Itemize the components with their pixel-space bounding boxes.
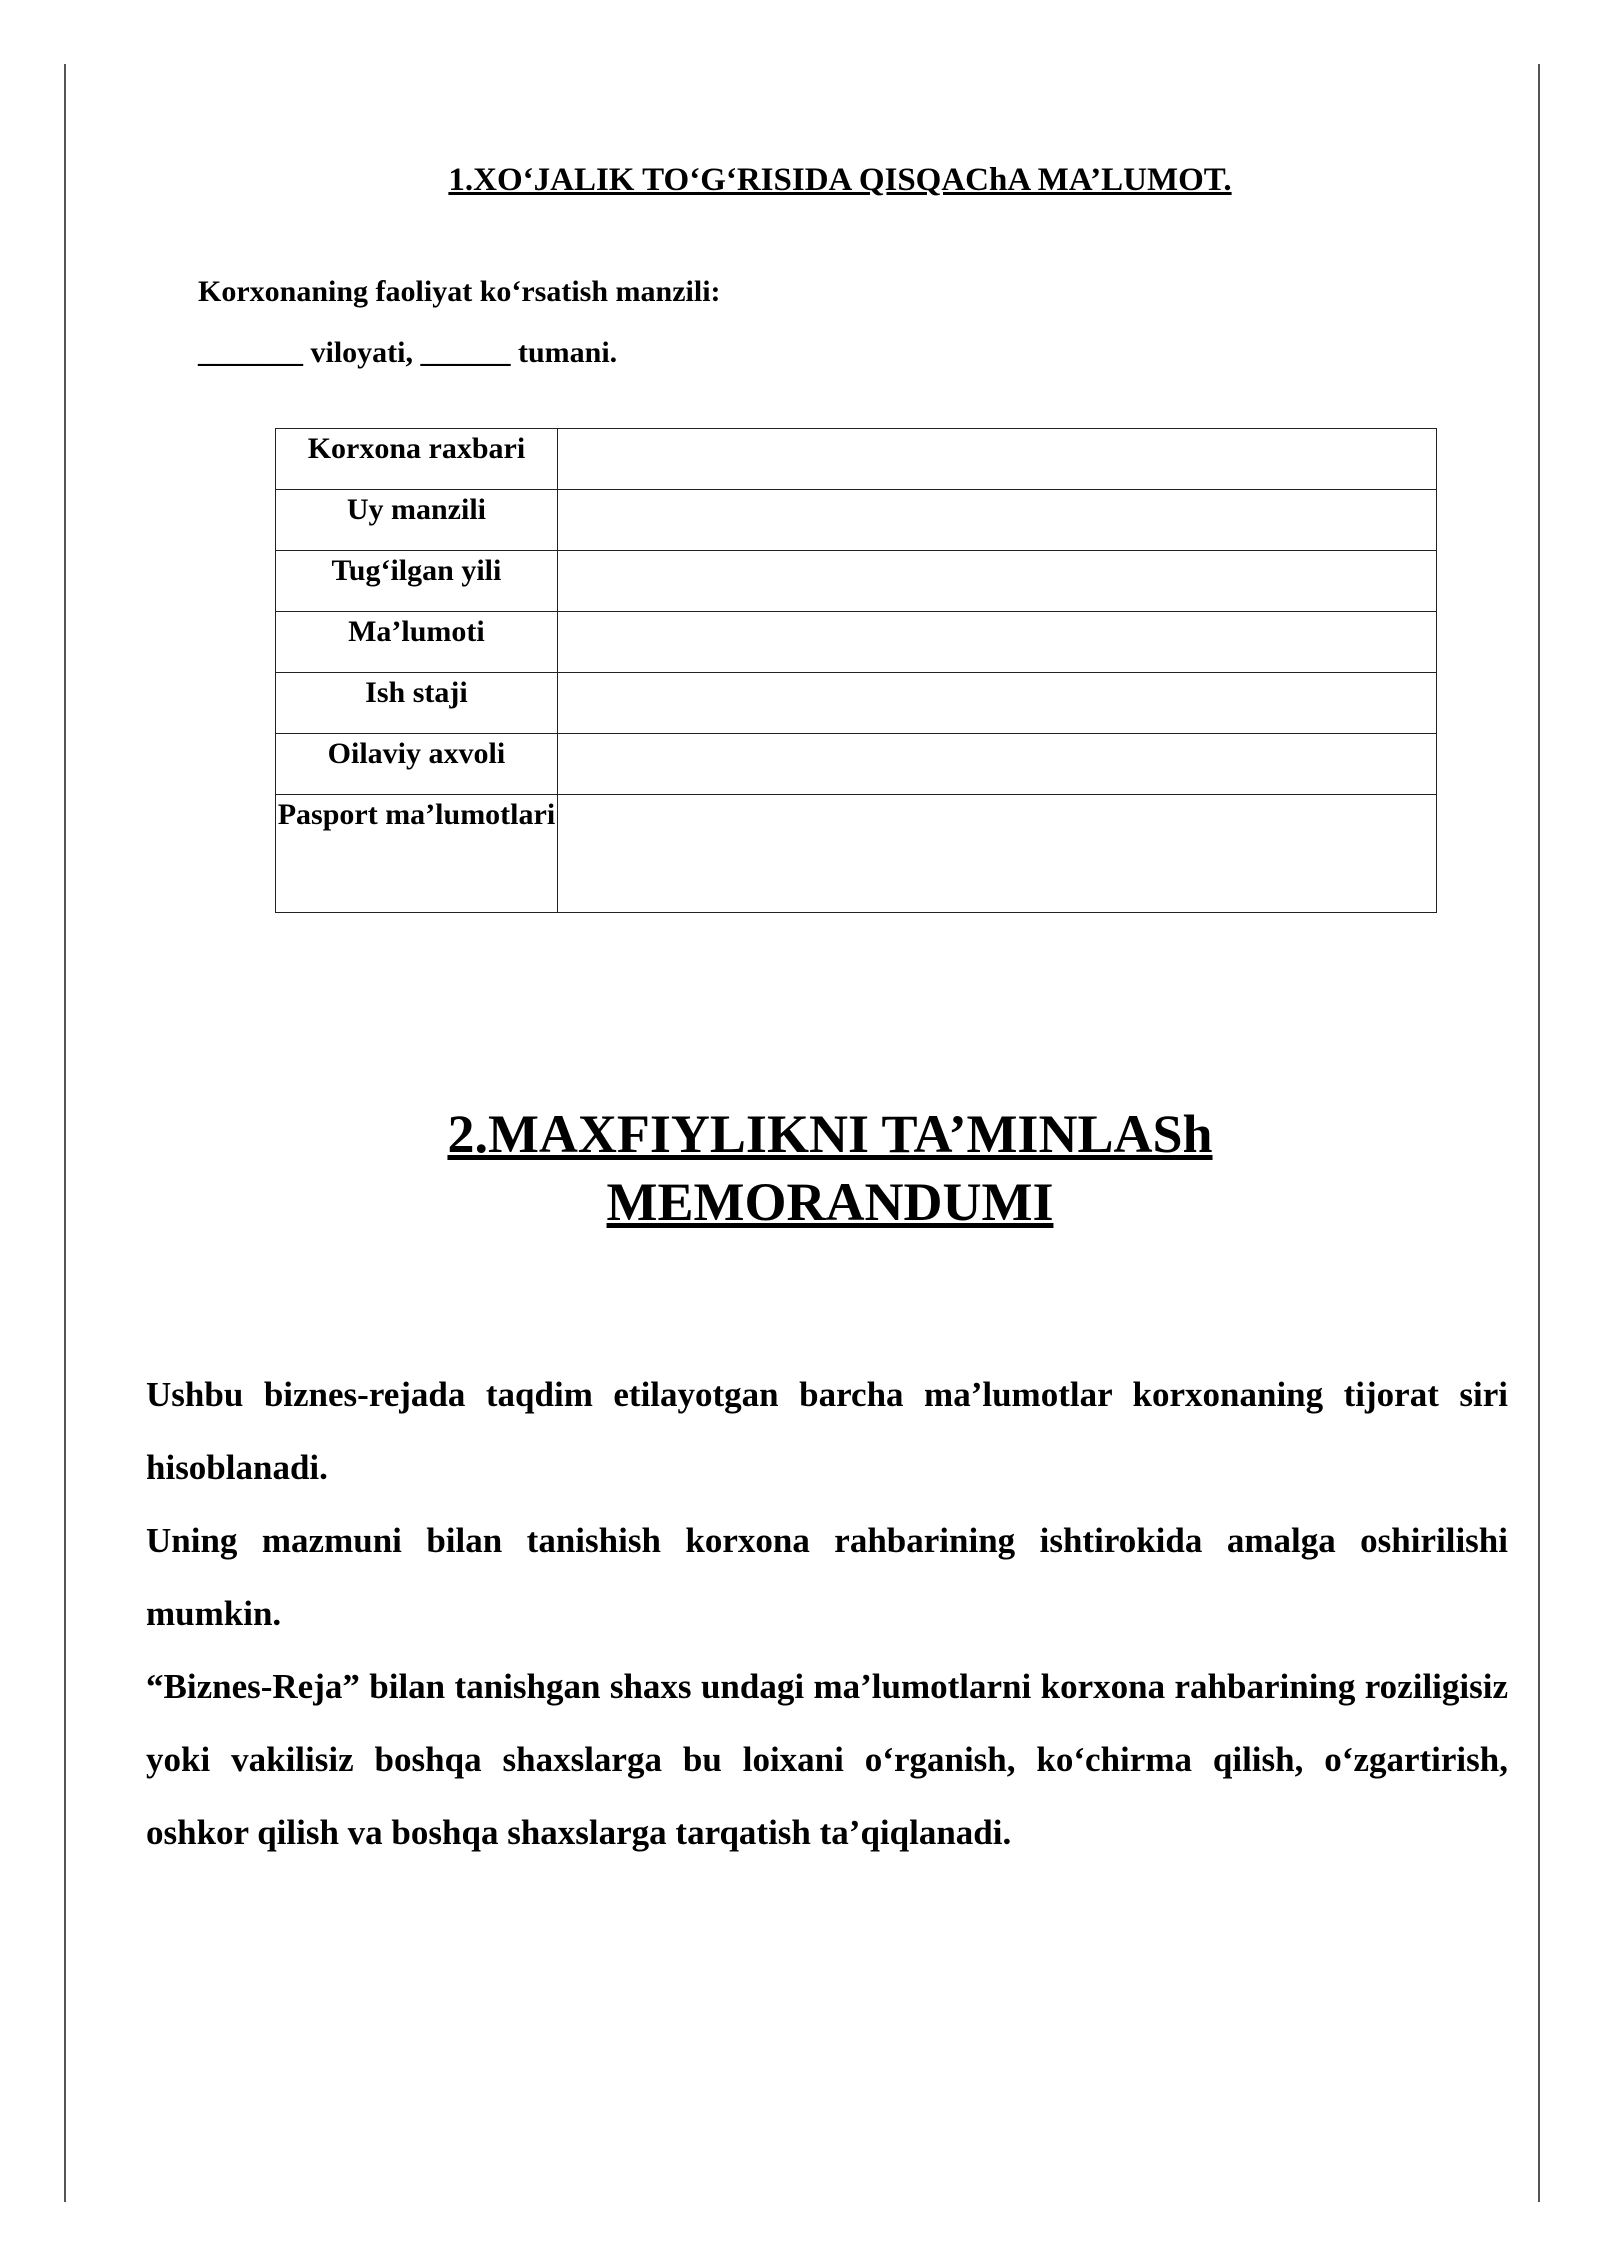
table-label-cell: Uy manzili	[276, 490, 558, 551]
table-value-cell	[557, 490, 1436, 551]
table-row	[276, 490, 1437, 551]
table-label-cell: Ma’lumoti	[276, 612, 558, 673]
table-row	[276, 429, 1437, 490]
memo-paragraph: Ushbu biznes-rejada taqdim etilayotgan barcha ma’lumotlar korxonaning tijorat siri hisoblanadi.	[146, 1375, 1508, 1487]
address-label: Korxonaning faoliyat ko‘rsatish manzili:	[198, 275, 721, 308]
section2-title-line1: 2.MAXFIYLIKNI TA’MINLASh	[447, 1104, 1213, 1164]
table-label-cell: Tug‘ilgan yili	[276, 551, 558, 612]
table-row	[276, 551, 1437, 612]
section1-title: 1.XO‘JALIK TO‘G‘RISIDA QISQAChA MA’LUMOT.	[448, 162, 1232, 198]
memo-paragraph: “Biznes-Reja” bilan tanishgan shaxs undagi ma’lumotlarni korxona rahbarining roziligisiz yoki vakilisiz boshqa shaxslarga bu loixani o‘rganish, ko‘chirma qilish, o‘zgartirish, oshkor qilish va boshqa shaxslarga tarqatish ta’qiqlanadi.	[146, 1667, 1508, 1852]
table-label-cell: Pasport ma’lumotlari	[276, 795, 558, 913]
memo-body	[146, 1358, 1508, 1869]
section2-title-line2: MEMORANDUMI	[606, 1172, 1054, 1232]
table-row	[276, 673, 1437, 734]
table-value-cell	[557, 795, 1436, 913]
table-label-cell: Korxona raxbari	[276, 429, 558, 490]
table-value-cell	[557, 673, 1436, 734]
table-value-cell	[557, 429, 1436, 490]
table-label-cell: Oilaviy axvoli	[276, 734, 558, 795]
table-value-cell	[557, 734, 1436, 795]
table-value-cell	[557, 612, 1436, 673]
address-line: _______ viloyati, ______ tumani.	[198, 336, 618, 369]
section2-title	[0, 1100, 1600, 1236]
info-table	[275, 428, 1437, 913]
table-row	[276, 795, 1437, 913]
table-row	[276, 612, 1437, 673]
table-row	[276, 734, 1437, 795]
memo-paragraph: Uning mazmuni bilan tanishish korxona rahbarining ishtirokida amalga oshirilishi mumkin.	[146, 1521, 1508, 1633]
table-value-cell	[557, 551, 1436, 612]
table-label-cell: Ish staji	[276, 673, 558, 734]
